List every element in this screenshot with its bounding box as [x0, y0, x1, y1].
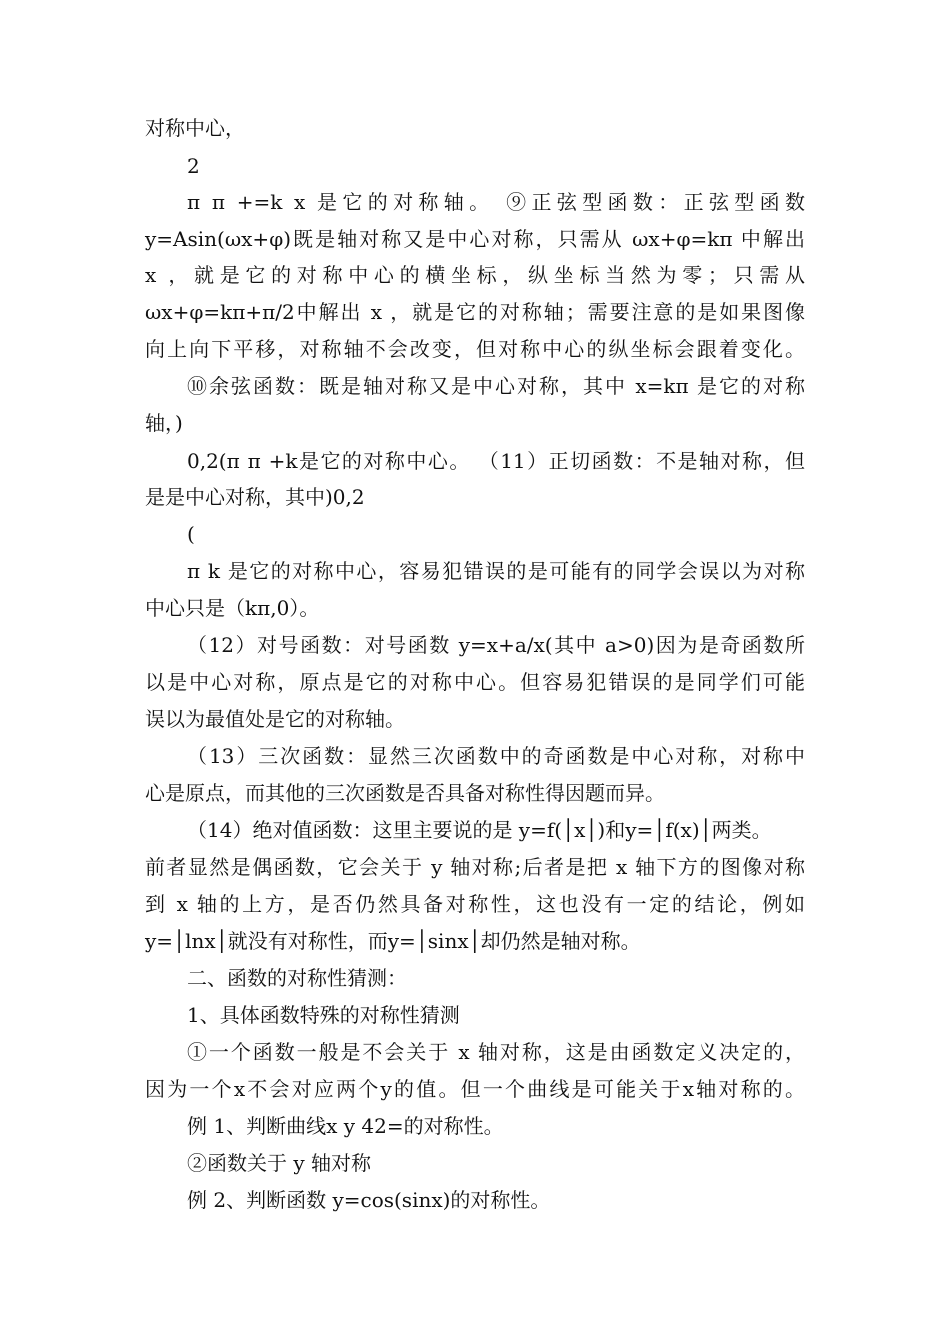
- text-line: x ，就是它的对称中心的横坐标，纵坐标当然为零；只需从: [145, 263, 805, 287]
- text-line: (: [187, 522, 195, 546]
- text-line: （12）对号函数：对号函数 y=x+a/x(其中 a>0)因为是奇函数所: [187, 633, 805, 657]
- text-line: ⑩余弦函数：既是轴对称又是中心对称，其中 x=kπ 是它的对称: [187, 374, 805, 398]
- text-line: 心是原点，而其他的三次函数是否具备对称性得因题而异。: [145, 781, 665, 805]
- text-line: 到 x 轴的上方，是否仍然具备对称性，这也没有一定的结论，例如: [145, 892, 805, 916]
- text-line: 轴，): [145, 411, 183, 435]
- text-line: 因为一个x不会对应两个y的值。但一个曲线是可能关于x轴对称的。: [145, 1077, 805, 1101]
- text-line: ②函数关于 y 轴对称: [187, 1151, 372, 1175]
- text-line: 前者显然是偶函数，它会关于 y 轴对称;后者是把 x 轴下方的图像对称: [145, 855, 805, 879]
- text-line: 中心只是（kπ,0）。: [145, 596, 320, 620]
- text-line: 2: [187, 154, 200, 178]
- text-line: （14）绝对值函数：这里主要说的是 y=f(│x│)和y=│f(x)│两类。: [187, 818, 772, 842]
- text-line: 0,2(π π +k是它的对称中心。 （11）正切函数：不是轴对称，但: [187, 449, 805, 473]
- example-line: 例 1、判断曲线x y 42=的对称性。: [187, 1114, 504, 1138]
- example-line: 例 2、判断函数 y=cos(sinx)的对称性。: [187, 1188, 551, 1212]
- text-line: 向上向下平移，对称轴不会改变，但对称中心的纵坐标会跟着变化。: [145, 337, 805, 361]
- text-line: 误以为最值处是它的对称轴。: [145, 707, 405, 731]
- text-line: ωx+φ=kπ+π/2中解出 x ，就是它的对称轴；需要注意的是如果图像: [145, 300, 805, 324]
- text-line: y=Asin(ωx+φ)既是轴对称又是中心对称，只需从 ωx+φ=kπ 中解出: [145, 227, 805, 251]
- text-line: 是是中心对称，其中)0,2: [145, 485, 365, 509]
- subsection-heading: 1、具体函数特殊的对称性猜测: [187, 1003, 460, 1027]
- text-line: ①一个函数一般是不会关于 x 轴对称，这是由函数定义决定的，: [187, 1040, 805, 1064]
- text-line: （13）三次函数：显然三次函数中的奇函数是中心对称，对称中: [187, 744, 805, 768]
- section-heading: 二、函数的对称性猜测：: [187, 966, 407, 990]
- text-line: π k 是它的对称中心，容易犯错误的是可能有的同学会误以为对称: [187, 559, 805, 583]
- text-line: y=│lnx│就没有对称性，而y=│sinx│却仍然是轴对称。: [145, 929, 641, 953]
- text-line: π π +=k x 是它的对称轴。 ⑨正弦型函数：正弦型函数: [187, 190, 805, 214]
- text-line: 以是中心对称，原点是它的对称中心。但容易犯错误的是同学们可能: [145, 670, 805, 694]
- text-line: 对称中心，: [145, 116, 245, 140]
